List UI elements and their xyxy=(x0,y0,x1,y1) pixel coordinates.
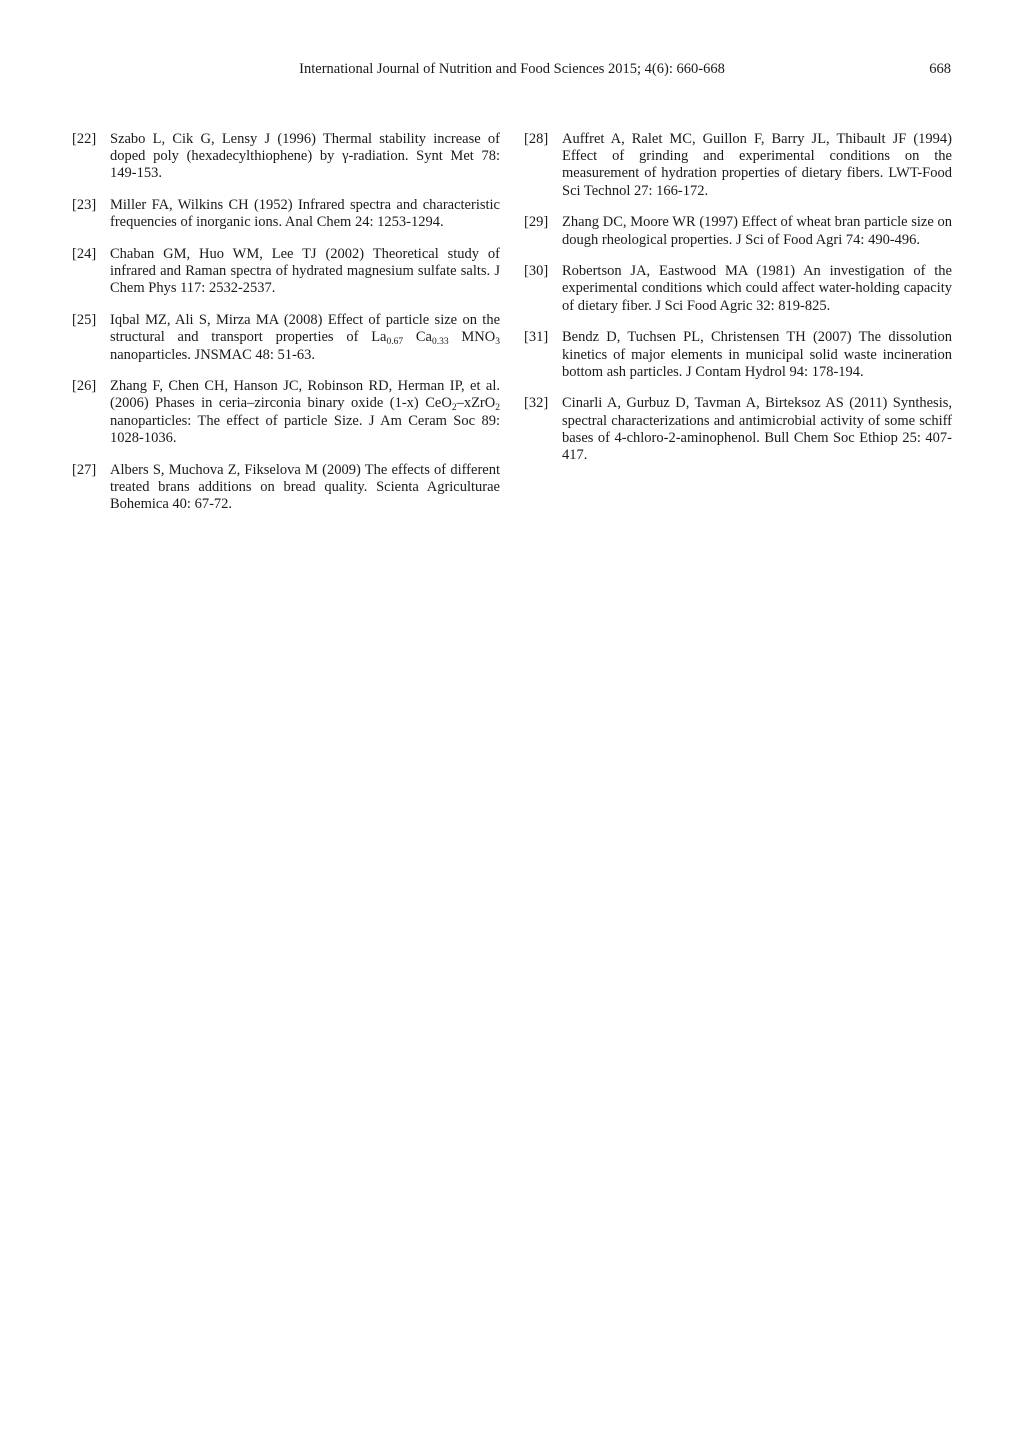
reference-text-part: –xZrO xyxy=(456,395,496,412)
reference-text: Szabo L, Cik G, Lensy J (1996) Thermal stability increase of doped poly (hexadecylthiophene) by γ-radiation. Synt Met 78: 149-153. xyxy=(110,131,500,182)
journal-title: International Journal of Nutrition and Food Sciences 2015; 4(6): 660-668 xyxy=(299,61,725,77)
reference-text-part: Zhang F, Chen CH, Hanson JC, Robinson RD, Herman IP, et al. (2006) Phases in ceria–zirconia binary oxide (1-x) CeO xyxy=(110,378,500,412)
reference-text: Chaban GM, Huo WM, Lee TJ (2002) Theoretical study of infrared and Raman spectra of hydrated magnesium sulfate salts. J Chem Phys 117: 2532-2537. xyxy=(110,246,500,297)
reference-24 xyxy=(72,246,500,298)
reference-column-right xyxy=(524,131,952,479)
reference-30 xyxy=(524,263,952,315)
reference-32 xyxy=(524,395,952,464)
reference-27 xyxy=(72,462,500,514)
reference-text: Auffret A, Ralet MC, Guillon F, Barry JL, Thibault JF (1994) Effect of grinding and experimental conditions on the measurement of hydration properties of dietary fibers. LWT-Food Sci Technol 27: 166-172. xyxy=(562,131,952,199)
reference-number: [31] xyxy=(524,329,549,346)
reference-text-part: MNO xyxy=(448,329,496,346)
subscript: 0.33 xyxy=(432,337,449,348)
reference-text xyxy=(110,378,500,447)
reference-number: [27] xyxy=(72,461,97,478)
reference-number: [28] xyxy=(524,131,549,147)
reference-text: Zhang DC, Moore WR (1997) Effect of wheat bran particle size on dough rheological properties. J Sci of Food Agri 74: 490-496. xyxy=(562,214,952,248)
reference-text-part: nanoparticles: The effect of particle Size. J Am Ceram Soc 89: 1028-1036. xyxy=(110,412,500,446)
subscript: 2 xyxy=(495,403,500,414)
reference-number: [29] xyxy=(524,214,549,231)
reference-text xyxy=(110,312,500,364)
reference-number: [23] xyxy=(72,197,97,214)
reference-text-part: Ca xyxy=(403,329,432,346)
reference-23 xyxy=(72,197,500,231)
reference-text-part: Iqbal MZ, Ali S, Mirza MA (2008) Effect of particle size on the structural and transport properties of La xyxy=(110,312,500,346)
reference-text: Robertson JA, Eastwood MA (1981) An investigation of the experimental conditions which could affect water-holding capacity of dietary fiber. J Sci Food Agric 32: 819-825. xyxy=(562,263,952,314)
reference-22 xyxy=(72,131,500,183)
reference-number: [26] xyxy=(72,378,97,395)
page-number: 668 xyxy=(929,61,951,77)
reference-number: [22] xyxy=(72,131,97,147)
reference-number: [24] xyxy=(72,246,97,263)
reference-text: Albers S, Muchova Z, Fikselova M (2009) The effects of different treated brans additions on bread quality. Scienta Agriculturae Bohemica 40: 67-72. xyxy=(110,461,500,512)
reference-26 xyxy=(72,378,500,447)
reference-number: [30] xyxy=(524,263,549,280)
reference-29 xyxy=(524,214,952,248)
reference-text-part: nanoparticles. JNSMAC 48: 51-63. xyxy=(110,346,315,363)
reference-25 xyxy=(72,312,500,364)
reference-number: [32] xyxy=(524,395,549,412)
reference-31 xyxy=(524,329,952,381)
reference-number: [25] xyxy=(72,312,97,329)
reference-28 xyxy=(524,131,952,200)
subscript: 2 xyxy=(451,403,457,414)
reference-text: Bendz D, Tuchsen PL, Christensen TH (2007) The dissolution kinetics of major elements in municipal solid waste incineration bottom ash particles. J Contam Hydrol 94: 178-194. xyxy=(562,329,952,380)
subscript: 0.67 xyxy=(386,337,404,348)
reference-text: Miller FA, Wilkins CH (1952) Infrared spectra and characteristic frequencies of inorganic ions. Anal Chem 24: 1253-1294. xyxy=(110,197,500,231)
page-header xyxy=(0,61,1024,81)
reference-column-left xyxy=(72,131,500,528)
subscript: 3 xyxy=(495,337,500,348)
reference-text: Cinarli A, Gurbuz D, Tavman A, Birteksoz AS (2011) Synthesis, spectral characterizations and antimicrobial activity of some schiff bases of 4-chloro-2-aminophenol. Bull Chem Soc Ethiop 25: 407-417. xyxy=(562,395,952,464)
